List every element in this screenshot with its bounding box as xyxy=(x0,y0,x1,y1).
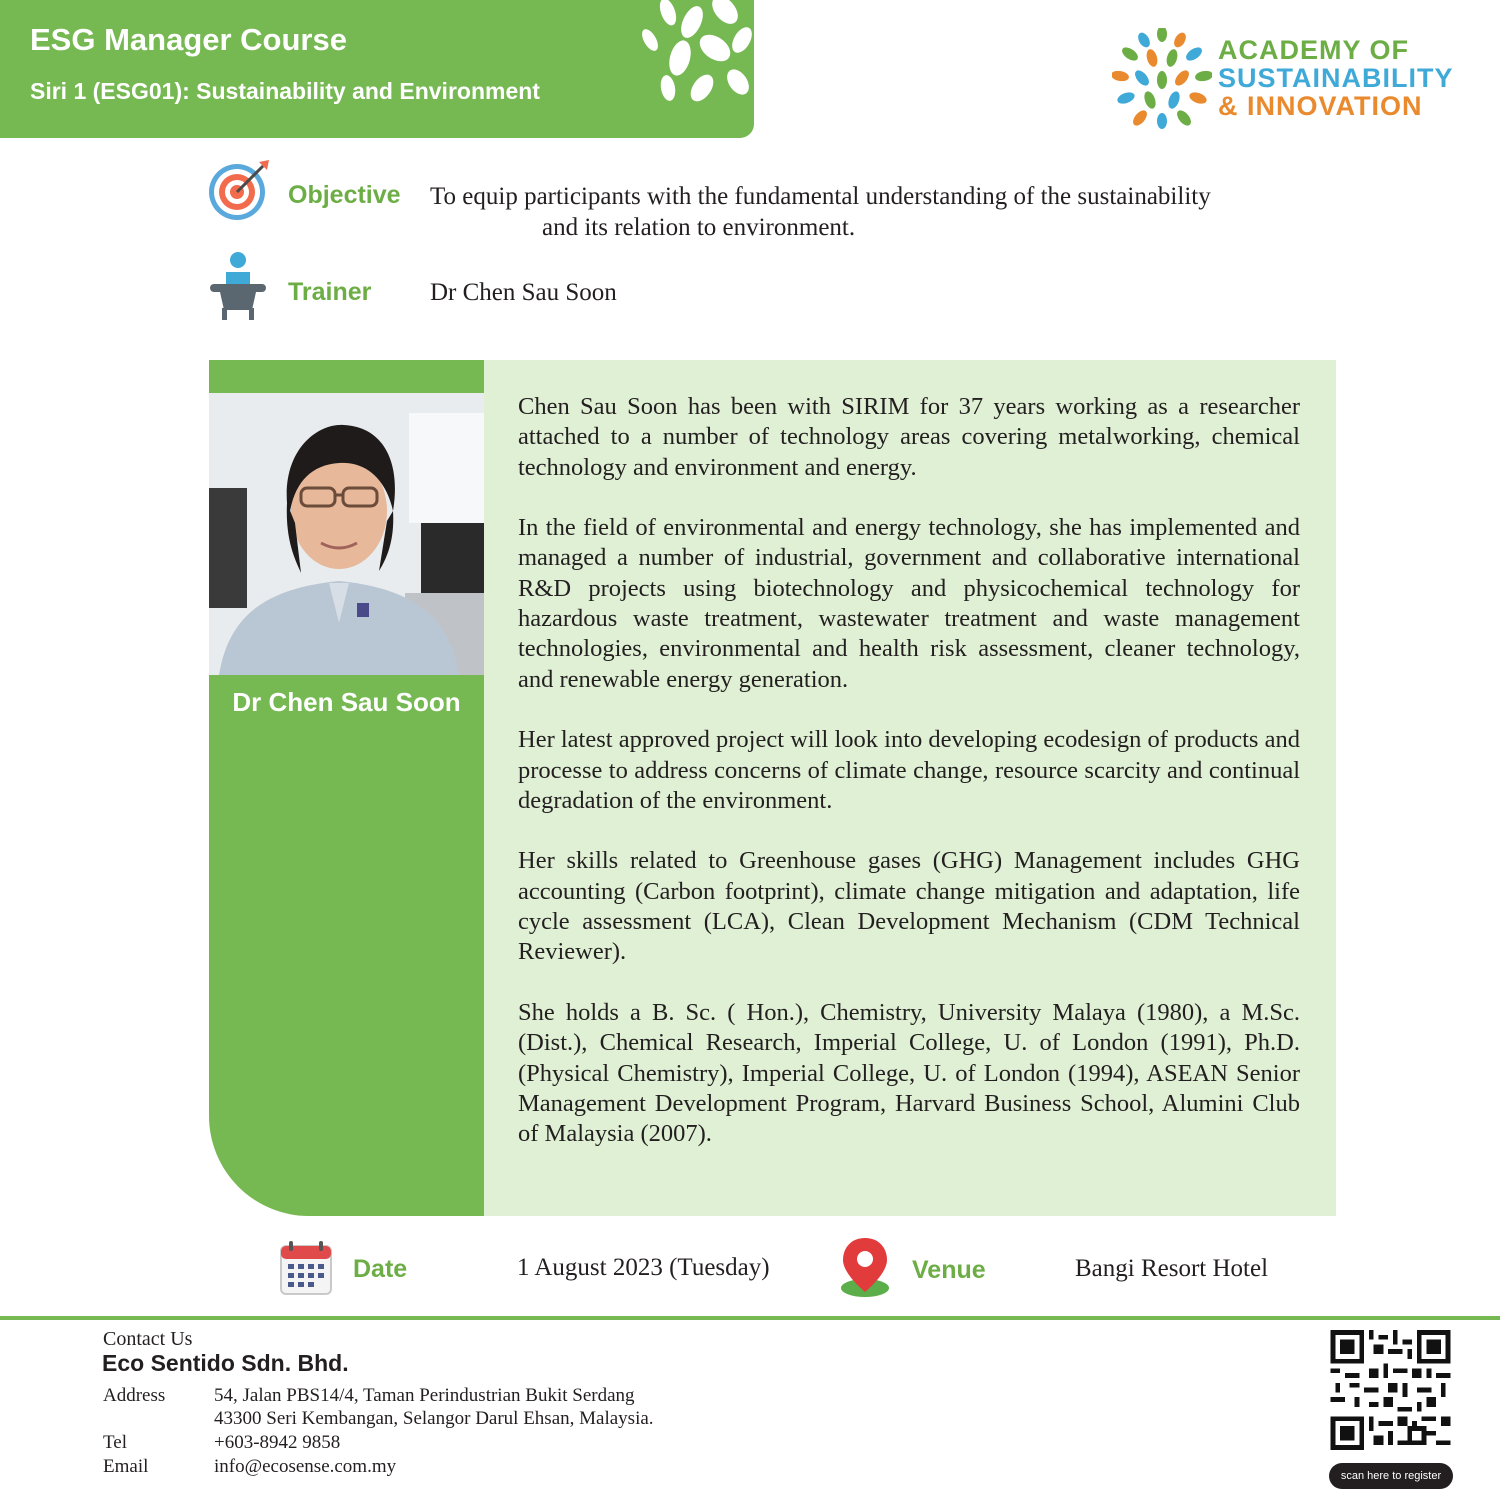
company-name: Eco Sentido Sdn. Bhd. xyxy=(102,1350,349,1376)
trainer-name: Dr Chen Sau Soon xyxy=(232,687,461,717)
trainer-photo xyxy=(209,393,484,675)
venue-label: Venue xyxy=(912,1256,986,1284)
bio-paragraph: She holds a B. Sc. ( Hon.), Chemistry, University Malaya (1980), a M.Sc. (Dist.), Chemical Research, Imperial College, U. of London (1991), Ph.D. (Physical Chemistry), Imperial College, U. of London (1994), ASEAN Senior Management Development Program, Harvard Business School, Alumini Club of Malaysia (2007). xyxy=(518,998,1300,1148)
venue-value: Bangi Resort Hotel xyxy=(1075,1255,1269,1282)
tel-value[interactable]: +603-8942 9858 xyxy=(214,1432,341,1453)
bio-paragraph: Chen Sau Soon has been with SIRIM for 37 years working as a researcher attached to a number of technology areas covering metalworking, chemical technology and environment and energy. xyxy=(518,393,1300,481)
header-band xyxy=(0,0,754,138)
registration-qr-code[interactable] xyxy=(1328,1330,1453,1450)
academy-logo-text xyxy=(1218,36,1454,120)
bio-paragraph: Her skills related to Greenhouse gases (GHG) Management includes GHG accounting (Carbon footprint), climate change mitigation and adaptation, life cycle assessment (LCA), Clean Development Mechanism (CDM Technical Reviewer). xyxy=(518,847,1300,966)
bio-text-panel xyxy=(484,360,1336,1216)
date-label: Date xyxy=(353,1255,408,1283)
academy-logo-icon xyxy=(1112,28,1212,130)
trainer-label: Trainer xyxy=(288,278,372,306)
email-value[interactable]: info@ecosense.com.my xyxy=(214,1456,397,1477)
leaf-decoration-icon xyxy=(630,0,754,110)
email-label: Email xyxy=(103,1456,149,1477)
contact-heading: Contact Us xyxy=(103,1328,193,1350)
logo-line-1: ACADEMY OF xyxy=(1218,35,1410,65)
map-pin-icon xyxy=(838,1236,892,1298)
objective-text xyxy=(430,181,1310,243)
bio-paragraph: Her latest approved project will look into developing ecodesign of products and processe to address concerns of climate change, resource scarcity and continual degradation of the environment. xyxy=(518,726,1300,814)
address-label: Address xyxy=(103,1385,166,1406)
bio-paragraph: In the field of environmental and energy technology, she has implemented and managed a number of industrial, government and collaborative international R&D projects using biotechnology and physicochemical technology for hazardous waste treatment, wastewater treatment and waste management technologies, environmental and health risk assessment, cleaner technology, and renewable energy generation. xyxy=(518,514,1300,693)
course-subtitle: Siri 1 (ESG01): Sustainability and Environment xyxy=(30,78,540,104)
logo-line-3: & INNOVATION xyxy=(1218,91,1423,121)
qr-caption: scan here to register xyxy=(1329,1463,1453,1489)
trainer-value: Dr Chen Sau Soon xyxy=(430,279,617,306)
objective-label: Objective xyxy=(288,181,401,209)
address-line-2: 43300 Seri Kembangan, Selangor Darul Ehsan, Malaysia. xyxy=(214,1408,654,1429)
logo-line-2: SUSTAINABILITY xyxy=(1218,63,1454,93)
footer-divider xyxy=(0,1316,1500,1320)
target-icon xyxy=(207,158,271,222)
tel-label: Tel xyxy=(103,1432,127,1453)
objective-line-1: To equip participants with the fundamental understanding of the sustainability xyxy=(430,183,1211,210)
calendar-icon xyxy=(279,1240,333,1296)
course-title: ESG Manager Course xyxy=(30,22,347,57)
bio-side-panel xyxy=(209,360,484,1216)
trainer-bio-card xyxy=(209,360,1336,1216)
trainer-icon xyxy=(208,250,268,322)
address-line-1: 54, Jalan PBS14/4, Taman Perindustrian Bukit Serdang xyxy=(214,1385,635,1406)
bio-text xyxy=(518,392,1300,1180)
objective-line-2: and its relation to environment. xyxy=(542,214,856,241)
date-value: 1 August 2023 (Tuesday) xyxy=(517,1254,770,1281)
